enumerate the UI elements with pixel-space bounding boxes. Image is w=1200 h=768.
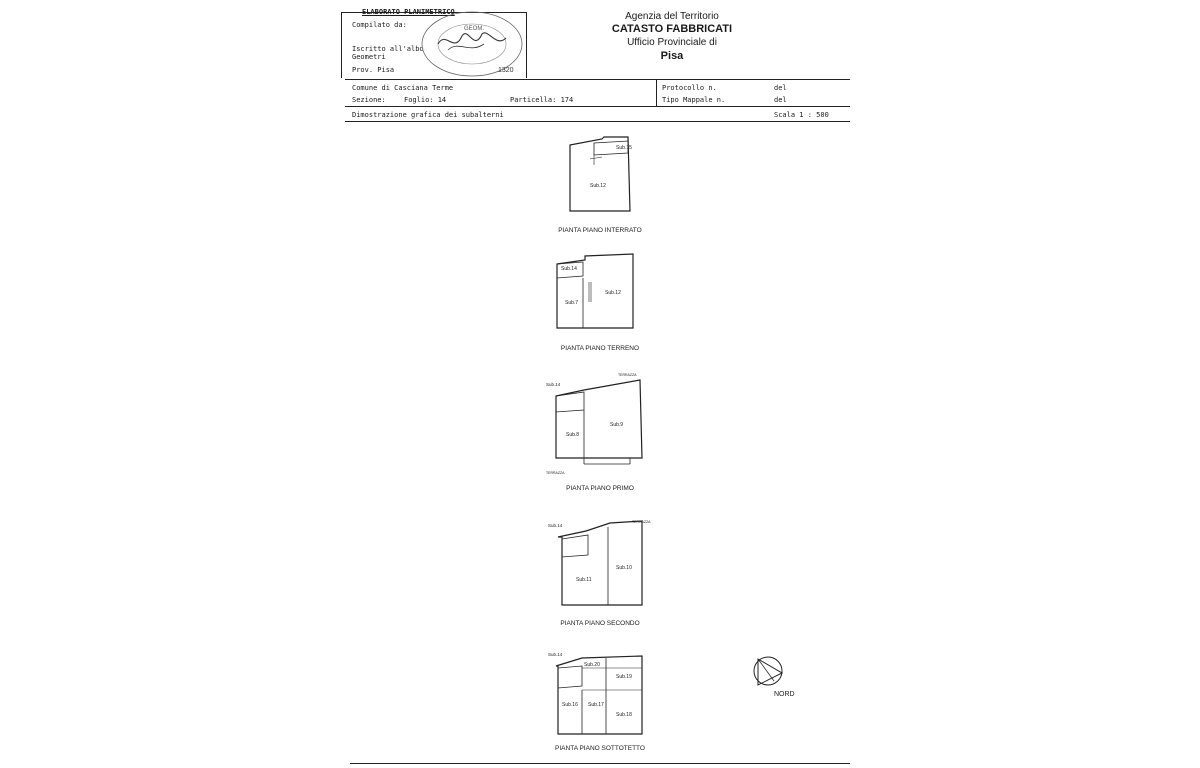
north-arrow-icon xyxy=(748,651,788,691)
sub-12-terreno-label: Sub.12 xyxy=(605,290,621,296)
footer-line xyxy=(350,763,850,764)
plan-interrato xyxy=(560,135,640,217)
terrazza-primo-bottom: TERRAZZA xyxy=(546,471,565,475)
prov-label: Prov. Pisa xyxy=(352,66,395,74)
label-secondo: PIANTA PIANO SECONDO xyxy=(560,620,640,627)
plan-primo xyxy=(544,373,650,478)
sub-11-label: Sub.11 xyxy=(576,577,592,583)
header-divider xyxy=(526,12,527,78)
sub-18-label: Sub.18 xyxy=(616,712,632,718)
plan-sottotetto xyxy=(546,650,650,742)
info-bottom-line xyxy=(345,121,850,122)
sub-16-label: Sub.16 xyxy=(562,702,578,708)
sub-20-label: Sub.20 xyxy=(584,662,600,668)
city-name: Pisa xyxy=(660,50,684,62)
ufficio-label: Ufficio Provinciale di xyxy=(627,37,717,48)
label-interrato: PIANTA PIANO INTERRATO xyxy=(558,227,642,234)
terrazza-primo-top: TERRAZZA xyxy=(618,373,637,377)
compilato-label: Compilato da: xyxy=(352,21,407,29)
sub-14-sottotetto-label: Sub.14 xyxy=(548,652,563,657)
stamp-geom: GEOM. xyxy=(464,26,485,32)
label-primo: PIANTA PIANO PRIMO xyxy=(566,485,634,492)
plan-secondo xyxy=(546,517,650,609)
sub-12-label: Sub.12 xyxy=(590,183,606,189)
sub-14-label: Sub.14 xyxy=(561,266,577,272)
sub-19-label: Sub.19 xyxy=(616,674,632,680)
label-terreno: PIANTA PIANO TERRENO xyxy=(560,345,640,352)
signature xyxy=(438,33,506,44)
sub-9-label: Sub.9 xyxy=(610,422,624,428)
label-sottotetto: PIANTA PIANO SOTTOTETTO xyxy=(555,745,645,752)
comune-field: Comune di Casciana Terme xyxy=(352,84,454,92)
sub-15-label: Sub.15 xyxy=(616,145,632,151)
foglio-field: Foglio: 14 xyxy=(404,96,447,104)
plan-terreno xyxy=(555,252,645,332)
professional-stamp xyxy=(418,10,526,82)
sub-10-label: Sub.10 xyxy=(616,565,632,571)
info-middle-line xyxy=(345,106,850,107)
stamp-number: 1320 xyxy=(498,67,514,74)
tipo-mappale-field: Tipo Mappale n. xyxy=(662,96,726,104)
elaborato-title: ELABORATO PLANIMETRICO xyxy=(362,8,455,16)
sezione-field: Sezione: xyxy=(352,96,386,104)
info-top-line xyxy=(345,79,850,80)
sub-14-primo-label: Sub.14 xyxy=(546,382,561,387)
agency-name: Agenzia del Territorio xyxy=(625,11,719,22)
info-divider xyxy=(656,79,657,106)
protocollo-field: Protocollo n. xyxy=(662,84,717,92)
catasto-title: CATASTO FABBRICATI xyxy=(611,23,733,35)
sub-17-label: Sub.17 xyxy=(588,702,604,708)
sub-8-label: Sub.8 xyxy=(566,432,580,438)
terrazza-secondo: TERRAZZA xyxy=(632,520,651,524)
del-field-2: del xyxy=(774,96,787,104)
dimostrazione-field: Dimostrazione grafica dei subalterni xyxy=(352,111,504,119)
north-label: NORD xyxy=(774,691,795,698)
del-field-1: del xyxy=(774,84,787,92)
sub-14-secondo-label: Sub.14 xyxy=(548,523,563,528)
geometri-label: Geometri xyxy=(352,53,386,61)
header-left-border xyxy=(341,12,342,78)
scala-field: Scala 1 : 500 xyxy=(774,111,829,119)
sub-7-label: Sub.7 xyxy=(565,300,579,306)
particella-field: Particella: 174 xyxy=(510,96,574,104)
iscritto-label: Iscritto all'albo xyxy=(352,45,424,53)
